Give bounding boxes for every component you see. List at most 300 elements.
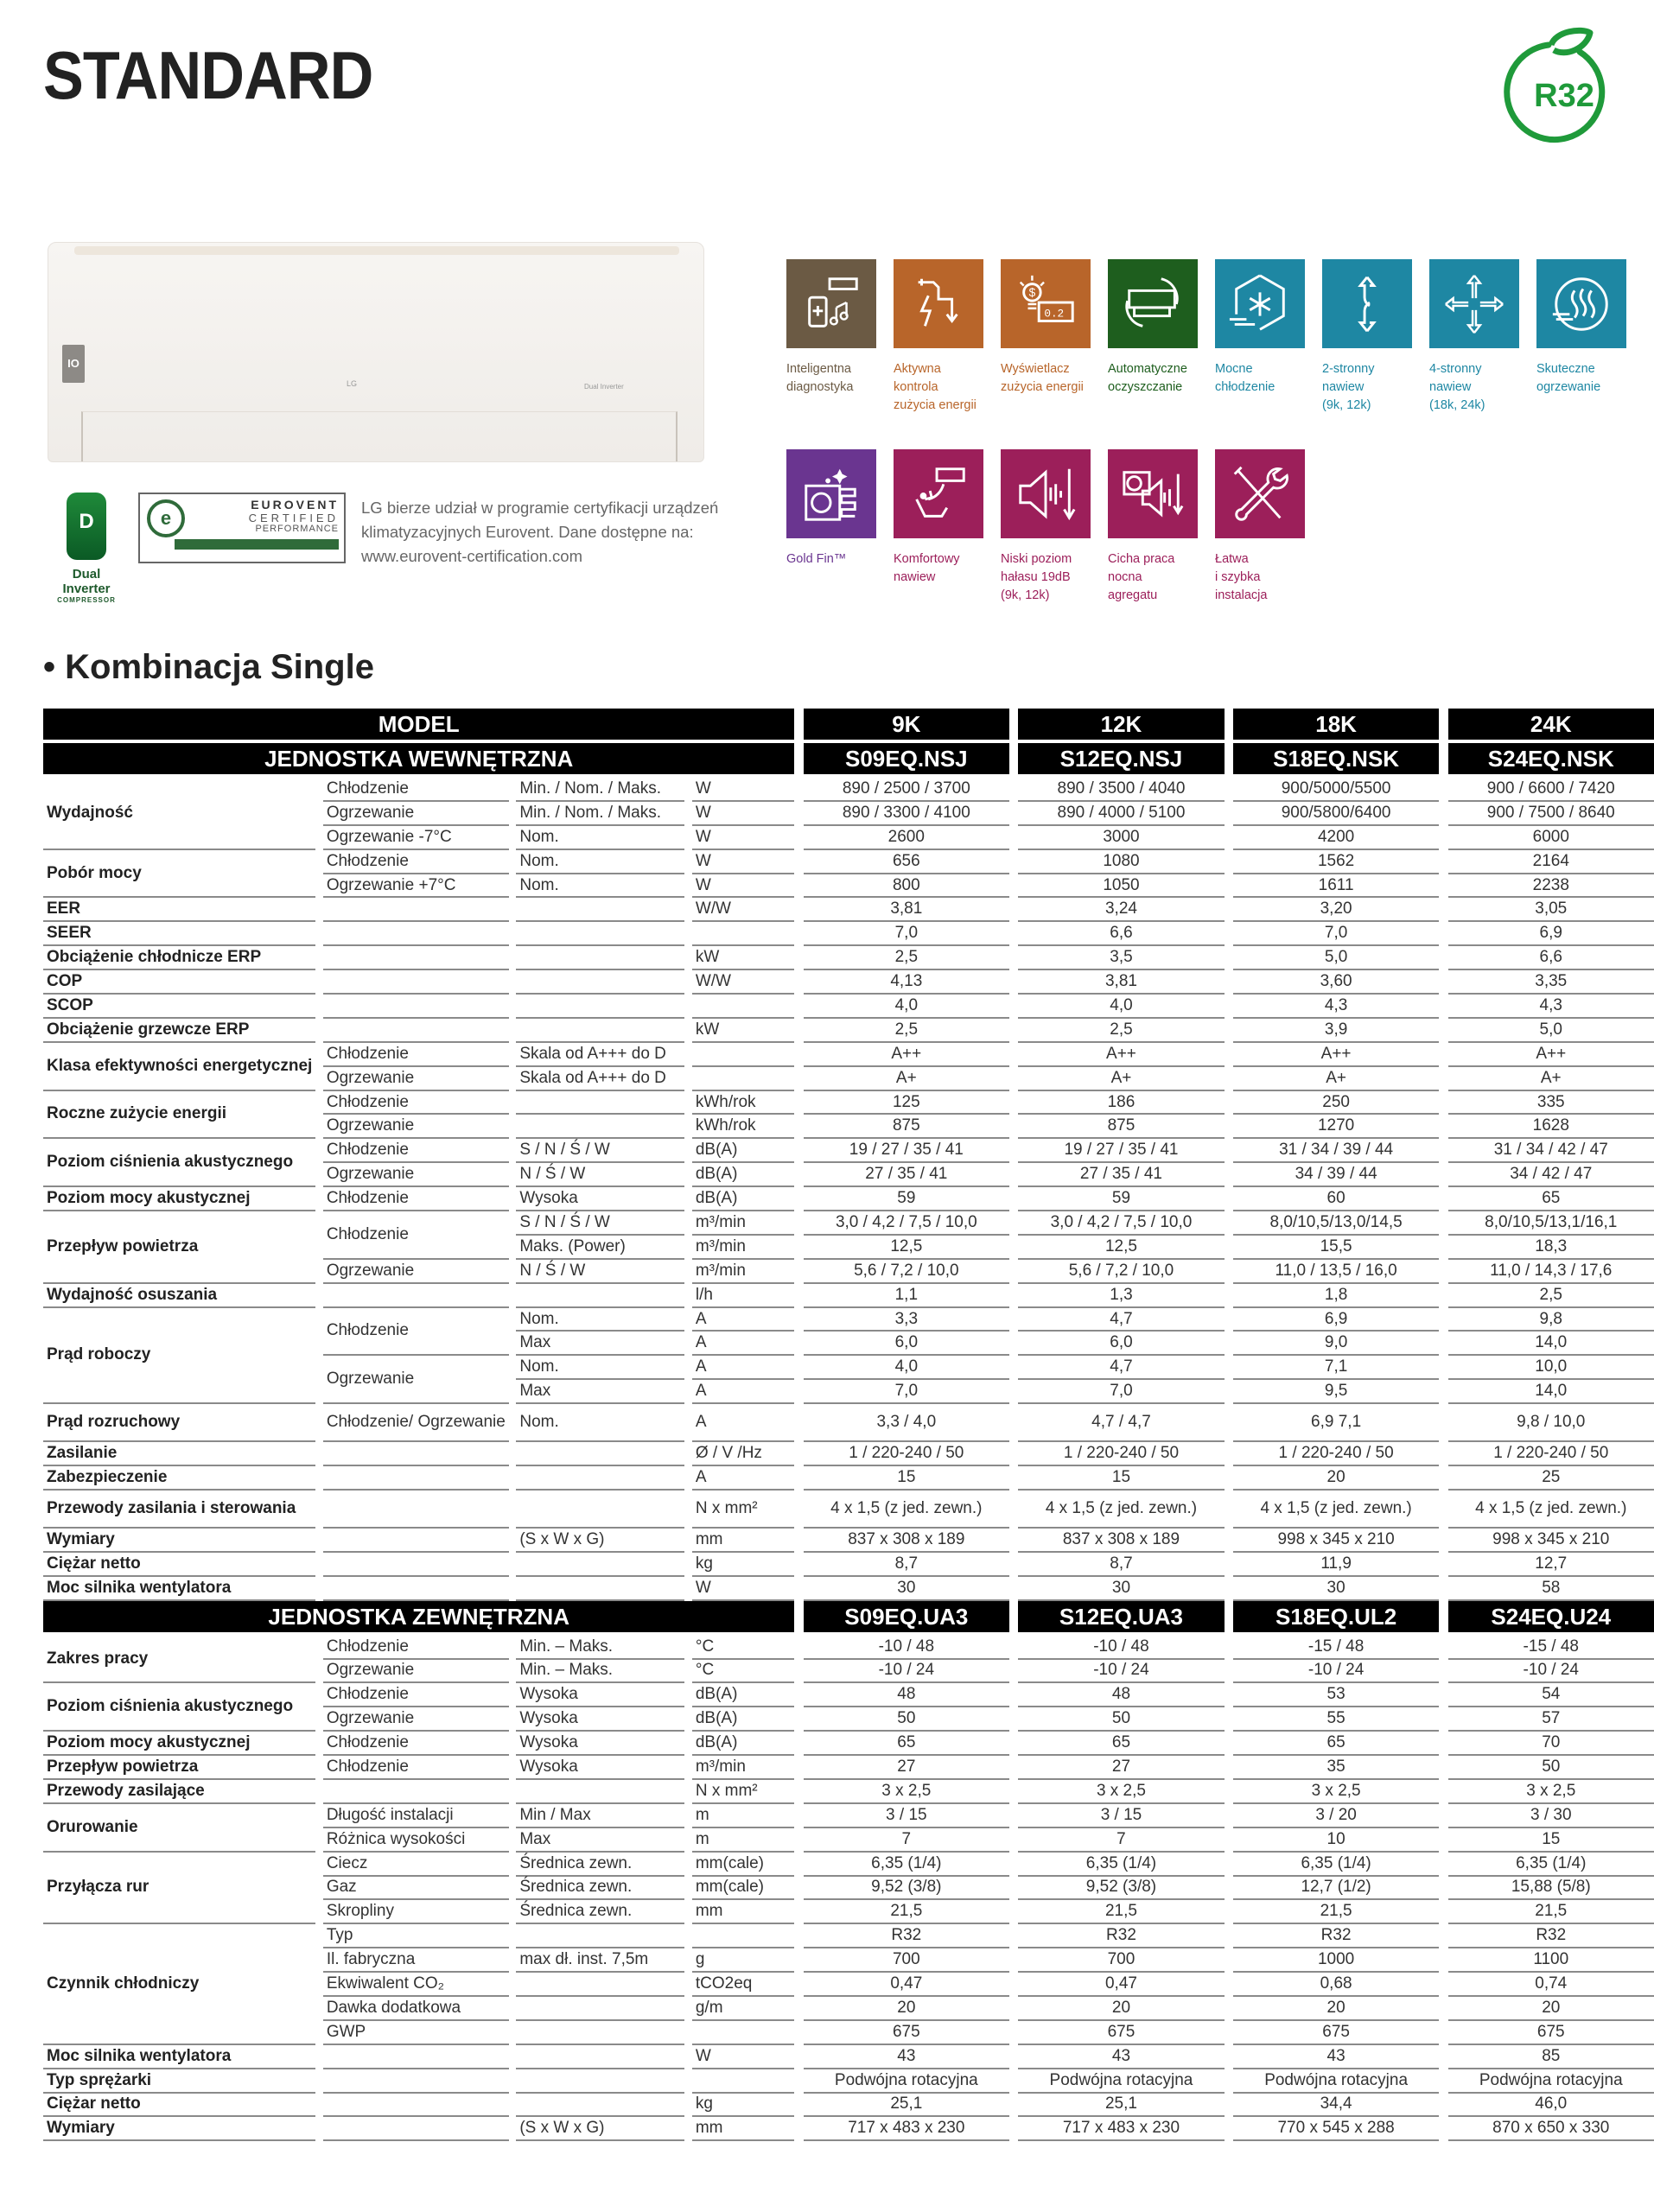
mode: Chłodzenie [323, 1308, 509, 1357]
condition [516, 1997, 684, 2021]
value-cell: 43 [1233, 2045, 1439, 2069]
unit: dB(A) [692, 1187, 795, 1211]
value-cell: -10 / 48 [804, 1636, 1009, 1660]
feature-two-way-airflow [1322, 259, 1417, 415]
value-cell: 875 [804, 1115, 1009, 1139]
value-cell: 0,47 [804, 1973, 1009, 1997]
mode [323, 2045, 509, 2069]
value-cell: A+ [1233, 1067, 1439, 1091]
value-cell: 4,0 [804, 1356, 1009, 1380]
value-cell: 2238 [1448, 874, 1654, 899]
mode [323, 2069, 509, 2094]
value-cell: 3 x 2,5 [1018, 1780, 1224, 1804]
header-label: JEDNOSTKA ZEWNĘTRZNA [43, 1601, 794, 1636]
value-cell: 1 / 220-240 / 50 [1018, 1442, 1224, 1466]
value-cell: 4 x 1,5 (z jed. zewn.) [1018, 1491, 1224, 1529]
value-cell: 5,0 [1448, 1019, 1654, 1043]
unit: dB(A) [692, 1163, 795, 1187]
value-cell: 1000 [1233, 1948, 1439, 1973]
header-model: 18K [1233, 709, 1439, 743]
value-cell: 6,35 (1/4) [1233, 1853, 1439, 1877]
value-cell: 3,5 [1018, 946, 1224, 970]
spec-row [43, 970, 1654, 995]
value-cell: 186 [1018, 1091, 1224, 1116]
mode [323, 946, 509, 970]
value-cell: 890 / 2500 / 3700 [804, 778, 1009, 802]
auto-clean-icon [1108, 259, 1198, 348]
mode: Chłodzenie [323, 1139, 509, 1163]
value-cell: 20 [1233, 1997, 1439, 2021]
value-cell: 53 [1233, 1683, 1439, 1707]
unit: W [692, 778, 795, 802]
condition: Nom. [516, 826, 684, 850]
smart-diagnosis-icon [786, 259, 876, 348]
feature-four-way-airflow [1429, 259, 1524, 415]
value-cell: 50 [1018, 1707, 1224, 1732]
spec-row [43, 995, 1654, 1019]
value-cell: 1100 [1448, 1948, 1654, 1973]
unit: kW [692, 1019, 795, 1043]
value-cell: 57 [1448, 1707, 1654, 1732]
header-label: JEDNOSTKA WEWNĘTRZNA [43, 743, 794, 778]
value-cell: 12,7 (1/2) [1233, 1877, 1439, 1901]
mode: Ogrzewanie [323, 802, 509, 826]
value-cell: 30 [1233, 1577, 1439, 1601]
param-name: Ciężar netto [43, 1553, 315, 1577]
value-cell: 890 / 3500 / 4040 [1018, 778, 1224, 802]
condition: Nom. [516, 874, 684, 899]
condition: Wysoka [516, 1732, 684, 1756]
unit: N x mm² [692, 1491, 795, 1529]
unit: mm(cale) [692, 1877, 795, 1901]
value-cell: 837 x 308 x 189 [804, 1529, 1009, 1553]
spec-row [43, 1442, 1654, 1466]
unit: kWh/rok [692, 1091, 795, 1116]
condition: Wysoka [516, 1756, 684, 1780]
value-cell: 6,9 7,1 [1233, 1404, 1439, 1442]
value-cell: 4200 [1233, 826, 1439, 850]
spec-row [43, 1853, 1654, 1877]
value-cell: 1270 [1233, 1115, 1439, 1139]
mode: Skropliny [323, 1900, 509, 1924]
unit: kg [692, 1553, 795, 1577]
spec-row [43, 1404, 1654, 1442]
unit: W/W [692, 898, 795, 922]
svg-text:R32: R32 [1534, 78, 1594, 114]
param-name: Orurowanie [43, 1804, 315, 1853]
value-cell: 6,6 [1018, 922, 1224, 946]
value-cell: 3 / 30 [1448, 1804, 1654, 1828]
condition [516, 2094, 684, 2118]
value-cell: R32 [1018, 1924, 1224, 1948]
mode: Chłodzenie [323, 1211, 509, 1260]
value-cell: 27 [1018, 1756, 1224, 1780]
value-cell: 1562 [1233, 850, 1439, 874]
value-cell: 7 [1018, 1828, 1224, 1853]
value-cell: 4,0 [1018, 995, 1224, 1019]
value-cell: 27 / 35 / 41 [804, 1163, 1009, 1187]
param-name: Klasa efektywności energetycznej [43, 1043, 315, 1091]
mode [323, 970, 509, 995]
value-cell: A+ [1018, 1067, 1224, 1091]
value-cell: 4,3 [1233, 995, 1439, 1019]
value-cell: 1050 [1018, 874, 1224, 899]
r32-refrigerant-icon [1504, 26, 1625, 147]
feature-label: Niski poziom hałasu 19dB (9k, 12k) [1001, 552, 1072, 602]
mode: Chłodzenie/ Ogrzewanie [323, 1404, 509, 1442]
value-cell: 9,8 [1448, 1308, 1654, 1332]
mode: Chłodzenie [323, 1187, 509, 1211]
unit-badge: IO [62, 345, 85, 383]
feature-label: 2-stronny nawiew (9k, 12k) [1322, 362, 1375, 412]
unit: l/h [692, 1284, 795, 1308]
value-cell: 900 / 6600 / 7420 [1448, 778, 1654, 802]
feature-label: Cicha praca nocna agregatu [1108, 552, 1175, 602]
spec-row [43, 1019, 1654, 1043]
header-model: S24EQ.NSK [1448, 743, 1654, 778]
condition: (S x W x G) [516, 1529, 684, 1553]
value-cell: 6,35 (1/4) [1448, 1853, 1654, 1877]
condition [516, 1780, 684, 1804]
mode: GWP [323, 2021, 509, 2045]
mode: Długość instalacji [323, 1804, 509, 1828]
condition: S / N / Ś / W [516, 1211, 684, 1236]
value-cell: 4,13 [804, 970, 1009, 995]
value-cell: 15 [1018, 1466, 1224, 1491]
spec-table [43, 709, 1654, 2141]
value-cell: 7,0 [804, 1380, 1009, 1404]
unit: W [692, 850, 795, 874]
value-cell: 7 [804, 1828, 1009, 1853]
condition [516, 1115, 684, 1139]
value-cell: 12,5 [1018, 1236, 1224, 1260]
condition [516, 1091, 684, 1116]
feature-label: Gold Fin™ [786, 552, 847, 566]
condition [516, 2069, 684, 2094]
condition: Wysoka [516, 1683, 684, 1707]
value-cell: 0,74 [1448, 1973, 1654, 1997]
mode: Gaz [323, 1877, 509, 1901]
unit: mm(cale) [692, 1853, 795, 1877]
value-cell: -10 / 24 [804, 1660, 1009, 1684]
value-cell: 20 [1233, 1466, 1439, 1491]
param-name: Czynnik chłodniczy [43, 1924, 315, 2044]
unit: g [692, 1948, 795, 1973]
spec-row [43, 898, 1654, 922]
feature-label: Inteligentna diagnostyka [786, 362, 854, 394]
spec-row [43, 1804, 1654, 1828]
spec-row [43, 2094, 1654, 2118]
value-cell: 800 [804, 874, 1009, 899]
param-name: Moc silnika wentylatora [43, 1577, 315, 1601]
mode: Il. fabryczna [323, 1948, 509, 1973]
value-cell: 770 x 545 x 288 [1233, 2117, 1439, 2141]
condition [516, 1924, 684, 1948]
value-cell: 3,3 / 4,0 [804, 1404, 1009, 1442]
value-cell: 675 [1018, 2021, 1224, 2045]
value-cell: 9,52 (3/8) [1018, 1877, 1224, 1901]
value-cell: 21,5 [804, 1900, 1009, 1924]
value-cell: 6,0 [804, 1332, 1009, 1356]
mode: Chłodzenie [323, 1732, 509, 1756]
comfort-air-icon [894, 449, 983, 538]
param-name: Poziom mocy akustycznej [43, 1732, 315, 1756]
spec-row [43, 2045, 1654, 2069]
value-cell: 3,35 [1448, 970, 1654, 995]
spec-row [43, 1466, 1654, 1491]
eurovent-certified-logo: e EUROVENT CERTIFIED PERFORMANCE [138, 493, 346, 563]
mode: Dawka dodatkowa [323, 1997, 509, 2021]
jet-cool-icon [1215, 259, 1305, 348]
eurovent-description: LG bierze udział w programie certyfikacji urządzeń klimatyzacyjnych Eurovent. Dane dostępne na: www.eurovent-certification.com [361, 499, 719, 565]
mode: Ogrzewanie [323, 1067, 509, 1091]
value-cell: 14,0 [1448, 1332, 1654, 1356]
value-cell: 837 x 308 x 189 [1018, 1529, 1224, 1553]
value-cell: 46,0 [1448, 2094, 1654, 2118]
value-cell: 700 [1018, 1948, 1224, 1973]
value-cell: Podwójna rotacyjna [804, 2069, 1009, 2094]
value-cell: 1 / 220-240 / 50 [804, 1442, 1009, 1466]
param-name: Zasilanie [43, 1442, 315, 1466]
unit: kW [692, 946, 795, 970]
mode: Ogrzewanie [323, 1356, 509, 1404]
unit: A [692, 1404, 795, 1442]
value-cell: 25 [1448, 1466, 1654, 1491]
value-cell: 7,0 [1233, 922, 1439, 946]
value-cell: 4 x 1,5 (z jed. zewn.) [1233, 1491, 1439, 1529]
value-cell: 2600 [804, 826, 1009, 850]
spec-row [43, 1756, 1654, 1780]
mode: Chłodzenie [323, 1756, 509, 1780]
unit-logo: LG [347, 379, 358, 388]
value-cell: 9,5 [1233, 1380, 1439, 1404]
value-cell: 3,81 [804, 898, 1009, 922]
feature-easy-install [1215, 449, 1310, 605]
value-cell: 20 [1018, 1997, 1224, 2021]
param-name: Przepływ powietrza [43, 1211, 315, 1284]
param-name: Prąd rozruchowy [43, 1404, 315, 1442]
value-cell: 3,0 / 4,2 / 7,5 / 10,0 [1018, 1211, 1224, 1236]
feature-energy-control [894, 259, 989, 415]
mode [323, 1442, 509, 1466]
value-cell: 50 [1448, 1756, 1654, 1780]
param-name: EER [43, 898, 315, 922]
feature-label: Automatyczne oczyszczanie [1108, 362, 1187, 394]
unit [692, 2021, 795, 2045]
spec-row [43, 1924, 1654, 1948]
condition [516, 970, 684, 995]
mode: Ogrzewanie -7°C [323, 826, 509, 850]
value-cell: 6,9 [1233, 1308, 1439, 1332]
header-model: S12EQ.UA3 [1018, 1601, 1224, 1636]
mode [323, 898, 509, 922]
value-cell: 0,68 [1233, 1973, 1439, 1997]
unit: W [692, 2045, 795, 2069]
value-cell: 9,8 / 10,0 [1448, 1404, 1654, 1442]
condition: Nom. [516, 1356, 684, 1380]
mode [323, 995, 509, 1019]
value-cell: 6,6 [1448, 946, 1654, 970]
header-model: S18EQ.NSK [1233, 743, 1439, 778]
value-cell: 30 [804, 1577, 1009, 1601]
unit: m³/min [692, 1236, 795, 1260]
value-cell: 3 / 15 [804, 1804, 1009, 1828]
condition: Średnica zewn. [516, 1853, 684, 1877]
mode: Ekwiwalent CO₂ [323, 1973, 509, 1997]
spec-row [43, 1780, 1654, 1804]
value-cell: 4,7 / 4,7 [1018, 1404, 1224, 1442]
value-cell: 3 x 2,5 [1448, 1780, 1654, 1804]
unit: dB(A) [692, 1139, 795, 1163]
value-cell: 65 [1018, 1732, 1224, 1756]
header-model: S24EQ.U24 [1448, 1601, 1654, 1636]
value-cell: 5,6 / 7,2 / 10,0 [804, 1260, 1009, 1284]
unit: A [692, 1380, 795, 1404]
value-cell: Podwójna rotacyjna [1233, 2069, 1439, 2094]
unit: Ø / V /Hz [692, 1442, 795, 1466]
spec-row [43, 1553, 1654, 1577]
condition [516, 2021, 684, 2045]
unit: A [692, 1356, 795, 1380]
feature-comfort-air [894, 449, 989, 587]
value-cell: 11,9 [1233, 1553, 1439, 1577]
feature-label: 4-stronny nawiew (18k, 24k) [1429, 362, 1485, 412]
condition: Skala od A+++ do D [516, 1043, 684, 1067]
spec-row [43, 1732, 1654, 1756]
spec-row [43, 1187, 1654, 1211]
mode: Ogrzewanie [323, 1707, 509, 1732]
effective-heating-icon [1536, 259, 1626, 348]
param-name: Moc silnika wentylatora [43, 2045, 315, 2069]
unit: kg [692, 2094, 795, 2118]
value-cell: -10 / 24 [1233, 1660, 1439, 1684]
param-name: Poziom ciśnienia akustycznego [43, 1139, 315, 1187]
value-cell: R32 [804, 1924, 1009, 1948]
value-cell: A+ [804, 1067, 1009, 1091]
condition [516, 1577, 684, 1601]
unit: m³/min [692, 1756, 795, 1780]
value-cell: A++ [1448, 1043, 1654, 1067]
value-cell: 19 / 27 / 35 / 41 [804, 1139, 1009, 1163]
feature-auto-clean [1108, 259, 1203, 397]
condition: S / N / Ś / W [516, 1139, 684, 1163]
condition: Skala od A+++ do D [516, 1067, 684, 1091]
mode: Chłodzenie [323, 1683, 509, 1707]
param-name: Przewody zasilające [43, 1780, 315, 1804]
value-cell: 34 / 42 / 47 [1448, 1163, 1654, 1187]
value-cell: 7,0 [1018, 1380, 1224, 1404]
unit: A [692, 1332, 795, 1356]
value-cell: 3 x 2,5 [804, 1780, 1009, 1804]
value-cell: 6,35 (1/4) [804, 1853, 1009, 1877]
value-cell: 8,7 [1018, 1553, 1224, 1577]
value-cell: 675 [1233, 2021, 1439, 2045]
value-cell: 250 [1233, 1091, 1439, 1116]
condition: Min. / Nom. / Maks. [516, 802, 684, 826]
unit: mm [692, 2117, 795, 2141]
low-noise-icon [1001, 449, 1091, 538]
unit [692, 1067, 795, 1091]
value-cell: 717 x 483 x 230 [804, 2117, 1009, 2141]
param-name: Wymiary [43, 1529, 315, 1553]
value-cell: 15 [1448, 1828, 1654, 1853]
condition: (S x W x G) [516, 2117, 684, 2141]
unit: W [692, 802, 795, 826]
mode: Chłodzenie [323, 1636, 509, 1660]
value-cell: 18,3 [1448, 1236, 1654, 1260]
condition: Wysoka [516, 1187, 684, 1211]
spec-row [43, 2069, 1654, 2094]
value-cell: 717 x 483 x 230 [1018, 2117, 1224, 2141]
mode [323, 1491, 509, 1529]
value-cell: 12,7 [1448, 1553, 1654, 1577]
value-cell: 998 x 345 x 210 [1448, 1529, 1654, 1553]
feature-label: Mocne chłodzenie [1215, 362, 1275, 394]
condition [516, 1491, 684, 1529]
mode: Ogrzewanie [323, 1163, 509, 1187]
condition: Min. / Nom. / Maks. [516, 778, 684, 802]
feature-label: Skuteczne ogrzewanie [1536, 362, 1601, 394]
value-cell: 2,5 [804, 1019, 1009, 1043]
feature-smart-diagnosis [786, 259, 881, 397]
header-model: S18EQ.UL2 [1233, 1601, 1439, 1636]
mode: Typ [323, 1924, 509, 1948]
spec-row [43, 1683, 1654, 1707]
condition [516, 1553, 684, 1577]
mode: Chłodzenie [323, 1043, 509, 1067]
condition: N / Ś / W [516, 1163, 684, 1187]
value-cell: 5,0 [1233, 946, 1439, 970]
value-cell: 21,5 [1018, 1900, 1224, 1924]
param-name: Wydajność [43, 778, 315, 850]
value-cell: 48 [1018, 1683, 1224, 1707]
param-name: Przyłącza rur [43, 1853, 315, 1925]
spec-row [43, 946, 1654, 970]
value-cell: 890 / 3300 / 4100 [804, 802, 1009, 826]
condition [516, 922, 684, 946]
mode: Chłodzenie [323, 850, 509, 874]
value-cell: Podwójna rotacyjna [1018, 2069, 1224, 2094]
unit: N x mm² [692, 1780, 795, 1804]
value-cell: 50 [804, 1707, 1009, 1732]
value-cell: 4 x 1,5 (z jed. zewn.) [804, 1491, 1009, 1529]
value-cell: 34,4 [1233, 2094, 1439, 2118]
value-cell: 2,5 [804, 946, 1009, 970]
condition [516, 1284, 684, 1308]
mode [323, 2094, 509, 2118]
value-cell: 6,35 (1/4) [1018, 1853, 1224, 1877]
value-cell: 3,81 [1018, 970, 1224, 995]
value-cell: 35 [1233, 1756, 1439, 1780]
value-cell: 9,52 (3/8) [804, 1877, 1009, 1901]
value-cell: 21,5 [1233, 1900, 1439, 1924]
value-cell: A++ [1233, 1043, 1439, 1067]
value-cell: 85 [1448, 2045, 1654, 2069]
condition: max dł. inst. 7,5m [516, 1948, 684, 1973]
dual-inverter-icon: D [67, 493, 106, 560]
page-title: STANDARD [43, 37, 373, 113]
value-cell: R32 [1448, 1924, 1654, 1948]
condition: Min. – Maks. [516, 1636, 684, 1660]
value-cell: 890 / 4000 / 5100 [1018, 802, 1224, 826]
spec-row [43, 1211, 1654, 1236]
value-cell: 4,7 [1018, 1308, 1224, 1332]
mode: Ogrzewanie [323, 1260, 509, 1284]
value-cell: 59 [1018, 1187, 1224, 1211]
param-name: Przepływ powietrza [43, 1756, 315, 1780]
mode [323, 922, 509, 946]
mode: Ogrzewanie +7°C [323, 874, 509, 899]
